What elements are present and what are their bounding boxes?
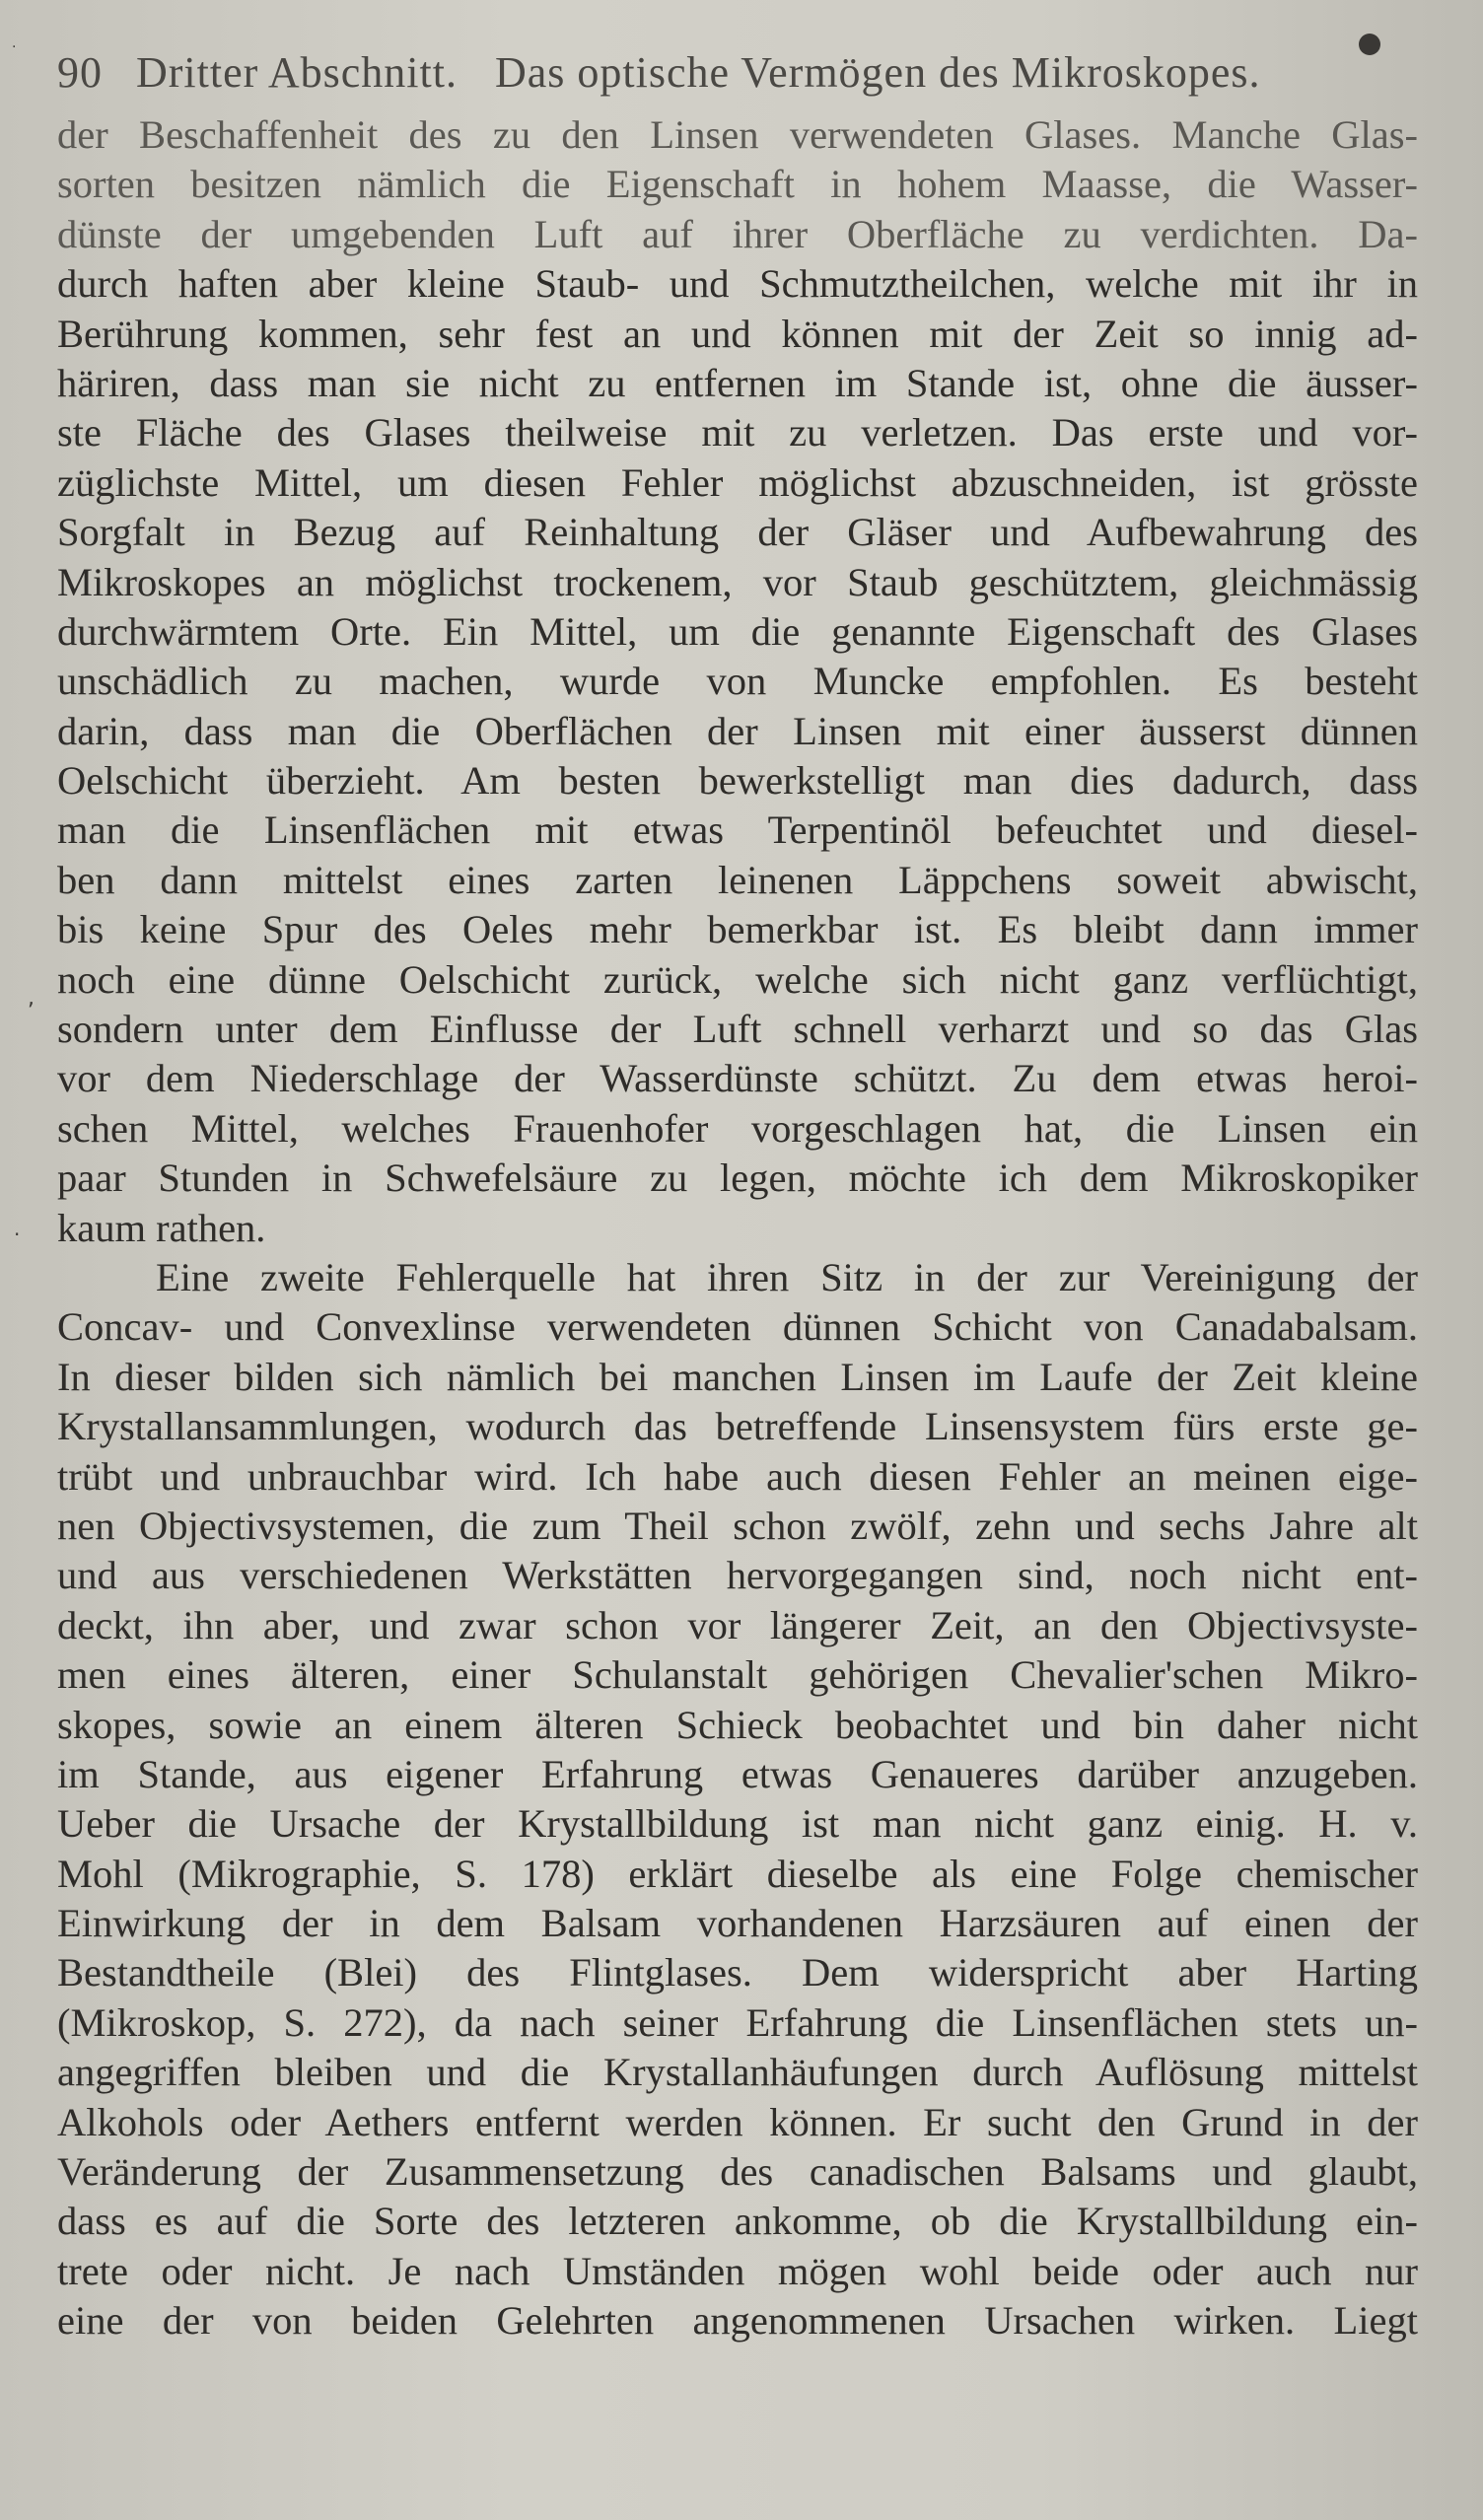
text-line: darin, dass man die Oberflächen der Linsen mit einer äusserst dünnen — [57, 708, 1418, 753]
text-line: skopes, sowie an einem älteren Schieck beobachtet und bin daher nicht — [57, 1702, 1418, 1747]
text-line: häriren, dass man sie nicht zu entfernen im Stande ist, ohne die äusser- — [57, 360, 1418, 405]
text-line: ste Fläche des Glases theilweise mit zu verletzen. Das erste und vor- — [57, 410, 1418, 455]
text-line: und aus verschiedenen Werkstätten hervorgegangen sind, noch nicht ent- — [57, 1553, 1418, 1598]
section-heading: Dritter Abschnitt. — [136, 48, 458, 97]
text-line: (Mikroskop, S. 272), da nach seiner Erfahrung die Linsenflächen stets un- — [57, 1999, 1418, 2045]
text-line: Einwirkung der in dem Balsam vorhandenen Harzsäuren auf einen der — [57, 1901, 1418, 1946]
text-line: sorten besitzen nämlich die Eigenschaft in hohem Maasse, die Wasser- — [57, 162, 1418, 207]
text-line: noch eine dünne Oelschicht zurück, welche sich nicht ganz verflüchtigt, — [57, 956, 1418, 1002]
text-line: kaum rathen. — [57, 1205, 266, 1250]
text-line: eine der von beiden Gelehrten angenommenen Ursachen wirken. Liegt — [57, 2298, 1418, 2344]
page-number: 90 — [57, 48, 103, 97]
text-line: bis keine Spur des Oeles mehr bemerkbar ist. Es bleibt dann immer — [57, 907, 1418, 952]
text-line: Bestandtheile (Blei) des Flintglases. Dem widerspricht aber Harting — [57, 1950, 1418, 1995]
text-line: schen Mittel, welches Frauenhofer vorgeschlagen hat, die Linsen ein — [57, 1105, 1418, 1151]
margin-mark: · — [14, 1223, 21, 1246]
text-line: paar Stunden in Schwefelsäure zu legen, möchte ich dem Mikroskopiker — [57, 1155, 1418, 1201]
text-line: sondern unter dem Einflusse der Luft schnell verharzt und so das Glas — [57, 1007, 1418, 1052]
text-line: Mohl (Mikrographie, S. 178) erklärt dieselbe als eine Folge chemischer — [57, 1851, 1418, 1896]
text-line: man die Linsenflächen mit etwas Terpentinöl befeuchtet und diesel- — [57, 807, 1418, 853]
text-line: durch haften aber kleine Staub- und Schmutztheilchen, welche mit ihr in — [57, 261, 1418, 307]
text-line: Eine zweite Fehlerquelle hat ihren Sitz in der zur Vereinigung der — [156, 1254, 1418, 1299]
text-line: Mikroskopes an möglichst trockenem, vor Staub geschütztem, gleichmässig — [57, 559, 1418, 604]
text-line: Sorgfalt in Bezug auf Reinhaltung der Gläser und Aufbewahrung des — [57, 510, 1418, 555]
text-line: Berührung kommen, sehr fest an und können mit der Zeit so innig ad- — [57, 311, 1418, 356]
text-line: im Stande, aus eigener Erfahrung etwas Genaueres darüber anzugeben. — [57, 1751, 1418, 1796]
running-header — [57, 47, 1438, 106]
text-line: züglichste Mittel, um diesen Fehler möglichst abzuschneiden, ist grösste — [57, 459, 1418, 505]
text-line: Alkohols oder Aethers entfernt werden können. Er sucht den Grund in der — [57, 2099, 1418, 2144]
text-line: Veränderung der Zusammensetzung des canadischen Balsams und glaubt, — [57, 2149, 1418, 2195]
text-line: Concav- und Convexlinse verwendeten dünnen Schicht von Canadabalsam. — [57, 1304, 1418, 1350]
chapter-title: Das optische Vermögen des Mikroskopes. — [494, 48, 1261, 97]
text-line: dass es auf die Sorte des letzteren ankomme, ob die Krystallbildung ein- — [57, 2199, 1418, 2244]
text-line: nen Objectivsystemen, die zum Theil schon zwölf, zehn und sechs Jahre alt — [57, 1503, 1418, 1548]
text-line: ben dann mittelst eines zarten leinenen Läppchens soweit abwischt, — [57, 857, 1418, 902]
text-line: trete oder nicht. Je nach Umständen mögen wohl beide oder auch nur — [57, 2248, 1418, 2293]
text-line: der Beschaffenheit des zu den Linsen verwendeten Glases. Manche Glas- — [57, 112, 1418, 157]
text-line: trübt und unbrauchbar wird. Ich habe auch diesen Fehler an meinen eige- — [57, 1453, 1418, 1499]
text-line: angegriffen bleiben und die Krystallanhäufungen durch Auflösung mittelst — [57, 2050, 1418, 2095]
text-line: Krystallansammlungen, wodurch das betreffende Linsensystem fürs erste ge- — [57, 1404, 1418, 1449]
text-line: vor dem Niederschlage der Wasserdünste schützt. Zu dem etwas heroi- — [57, 1056, 1418, 1101]
margin-mark: , — [28, 986, 35, 1011]
text-line: dünste der umgebenden Luft auf ihrer Oberfläche zu verdichten. Da- — [57, 211, 1418, 256]
text-line: unschädlich zu machen, wurde von Muncke empfohlen. Es besteht — [57, 659, 1418, 704]
margin-mark: · — [12, 39, 17, 55]
text-line: Oelschicht überzieht. Am besten bewerkstelligt man dies dadurch, dass — [57, 758, 1418, 804]
text-line: Ueber die Ursache der Krystallbildung ist man nicht ganz einig. H. v. — [57, 1801, 1418, 1847]
body-text — [57, 110, 1418, 2346]
ink-spot — [1359, 34, 1380, 55]
text-line: deckt, ihn aber, und zwar schon vor längerer Zeit, an den Objectivsyste- — [57, 1602, 1418, 1647]
text-line: durchwärmtem Orte. Ein Mittel, um die genannte Eigenschaft des Glases — [57, 608, 1418, 654]
text-line: men eines älteren, einer Schulanstalt gehörigen Chevalier'schen Mikro- — [57, 1652, 1418, 1698]
text-line: In dieser bilden sich nämlich bei manchen Linsen im Laufe der Zeit kleine — [57, 1354, 1418, 1399]
